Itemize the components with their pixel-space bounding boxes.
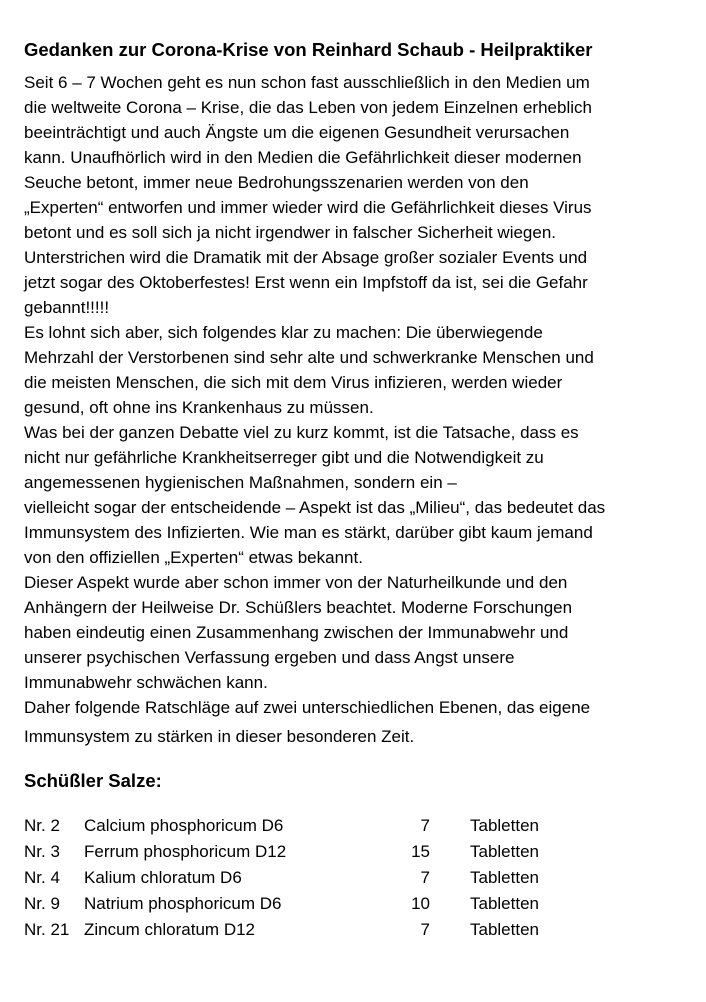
text-line: Seuche betont, immer neue Bedrohungsszenarien werden von den [24, 173, 529, 192]
body-text [24, 70, 694, 749]
text-line: Anhängern der Heilweise Dr. Schüßlers beachtet. Moderne Forschungen [24, 598, 573, 617]
text-line: kann. Unaufhörlich wird in den Medien die Gefährlichkeit dieser modernen [24, 148, 582, 167]
salt-unit: Tabletten [470, 894, 539, 913]
salt-quantity: 10 [411, 894, 430, 913]
salt-number: Nr. 9 [24, 894, 60, 913]
text-line: beeinträchtigt und auch Ängste um die eigenen Gesundheit verursachen [24, 123, 570, 142]
salt-number: Nr. 21 [24, 920, 70, 939]
salt-name: Kalium chloratum D6 [84, 868, 242, 887]
table-row [24, 839, 570, 865]
text-line: vielleicht sogar der entscheidende – Aspekt ist das „Milieu“, das bedeutet das [24, 498, 606, 517]
salt-unit: Tabletten [470, 868, 539, 887]
text-line: nicht nur gefährliche Krankheitserreger gibt und die Notwendigkeit zu [24, 448, 544, 467]
salts-table [24, 813, 570, 943]
column-spacer [430, 865, 470, 891]
text-line: jetzt sogar des Oktoberfestes! Erst wenn ein Impfstoff da ist, sei die Gefahr [24, 273, 588, 292]
text-line: Unterstrichen wird die Dramatik mit der Absage großer sozialer Events und [24, 248, 588, 267]
text-line: Immunsystem des Infizierten. Wie man es stärkt, darüber gibt kaum jemand [24, 523, 593, 542]
salt-unit: Tabletten [470, 816, 539, 835]
salts-heading: Schüßler Salze: [24, 770, 162, 791]
text-line: Mehrzahl der Verstorbenen sind sehr alte und schwerkranke Menschen und [24, 348, 594, 367]
salt-quantity: 7 [420, 920, 430, 939]
table-row [24, 917, 570, 943]
salt-quantity: 7 [420, 868, 430, 887]
column-spacer [430, 917, 470, 943]
text-line: unserer psychischen Verfassung ergeben und dass Angst unsere [24, 648, 515, 667]
text-line: Es lohnt sich aber, sich folgendes klar zu machen: Die überwiegende [24, 323, 543, 342]
text-line: gebannt!!!!! [24, 298, 110, 317]
text-line: Was bei der ganzen Debatte viel zu kurz kommt, ist die Tatsache, dass es [24, 423, 579, 442]
text-line: Immunabwehr schwächen kann. [24, 673, 268, 692]
text-line: gesund, oft ohne ins Krankenhaus zu müssen. [24, 398, 374, 417]
table-row [24, 865, 570, 891]
text-line: angemessenen hygienischen Maßnahmen, sondern ein – [24, 473, 457, 492]
salt-unit: Tabletten [470, 842, 539, 861]
text-line: Dieser Aspekt wurde aber schon immer von der Naturheilkunde und den [24, 573, 568, 592]
salt-number: Nr. 3 [24, 842, 60, 861]
salt-name: Zincum chloratum D12 [84, 920, 256, 939]
salt-quantity: 15 [411, 842, 430, 861]
salt-name: Calcium phosphoricum D6 [84, 816, 284, 835]
text-line: Daher folgende Ratschläge auf zwei unterschiedlichen Ebenen, das eigene [24, 698, 591, 717]
text-line: haben eindeutig einen Zusammenhang zwischen der Immunabwehr und [24, 623, 569, 642]
text-line: von den offiziellen „Experten“ etwas bekannt. [24, 548, 363, 567]
salt-name: Natrium phosphoricum D6 [84, 894, 282, 913]
text-line: Seit 6 – 7 Wochen geht es nun schon fast ausschließlich in den Medien um [24, 73, 590, 92]
text-line: die weltweite Corona – Krise, die das Leben von jedem Einzelnen erheblich [24, 98, 592, 117]
column-spacer [430, 813, 470, 839]
text-line: die meisten Menschen, die sich mit dem Virus infizieren, werden wieder [24, 373, 563, 392]
salt-quantity: 7 [420, 816, 430, 835]
salt-number: Nr. 2 [24, 816, 60, 835]
column-spacer [430, 891, 470, 917]
column-spacer [430, 839, 470, 865]
document-page [24, 38, 694, 943]
text-line: Immunsystem zu stärken in dieser besonderen Zeit. [24, 727, 415, 746]
table-row [24, 891, 570, 917]
text-line: betont und es soll sich ja nicht irgendwer in falscher Sicherheit wiegen. [24, 223, 557, 242]
salt-number: Nr. 4 [24, 868, 60, 887]
table-row [24, 813, 570, 839]
salt-name: Ferrum phosphoricum D12 [84, 842, 287, 861]
salt-unit: Tabletten [470, 920, 539, 939]
text-line: „Experten“ entworfen und immer wieder wird die Gefährlichkeit dieses Virus [24, 198, 592, 217]
document-title: Gedanken zur Corona-Krise von Reinhard Schaub - Heilpraktiker [24, 39, 593, 60]
